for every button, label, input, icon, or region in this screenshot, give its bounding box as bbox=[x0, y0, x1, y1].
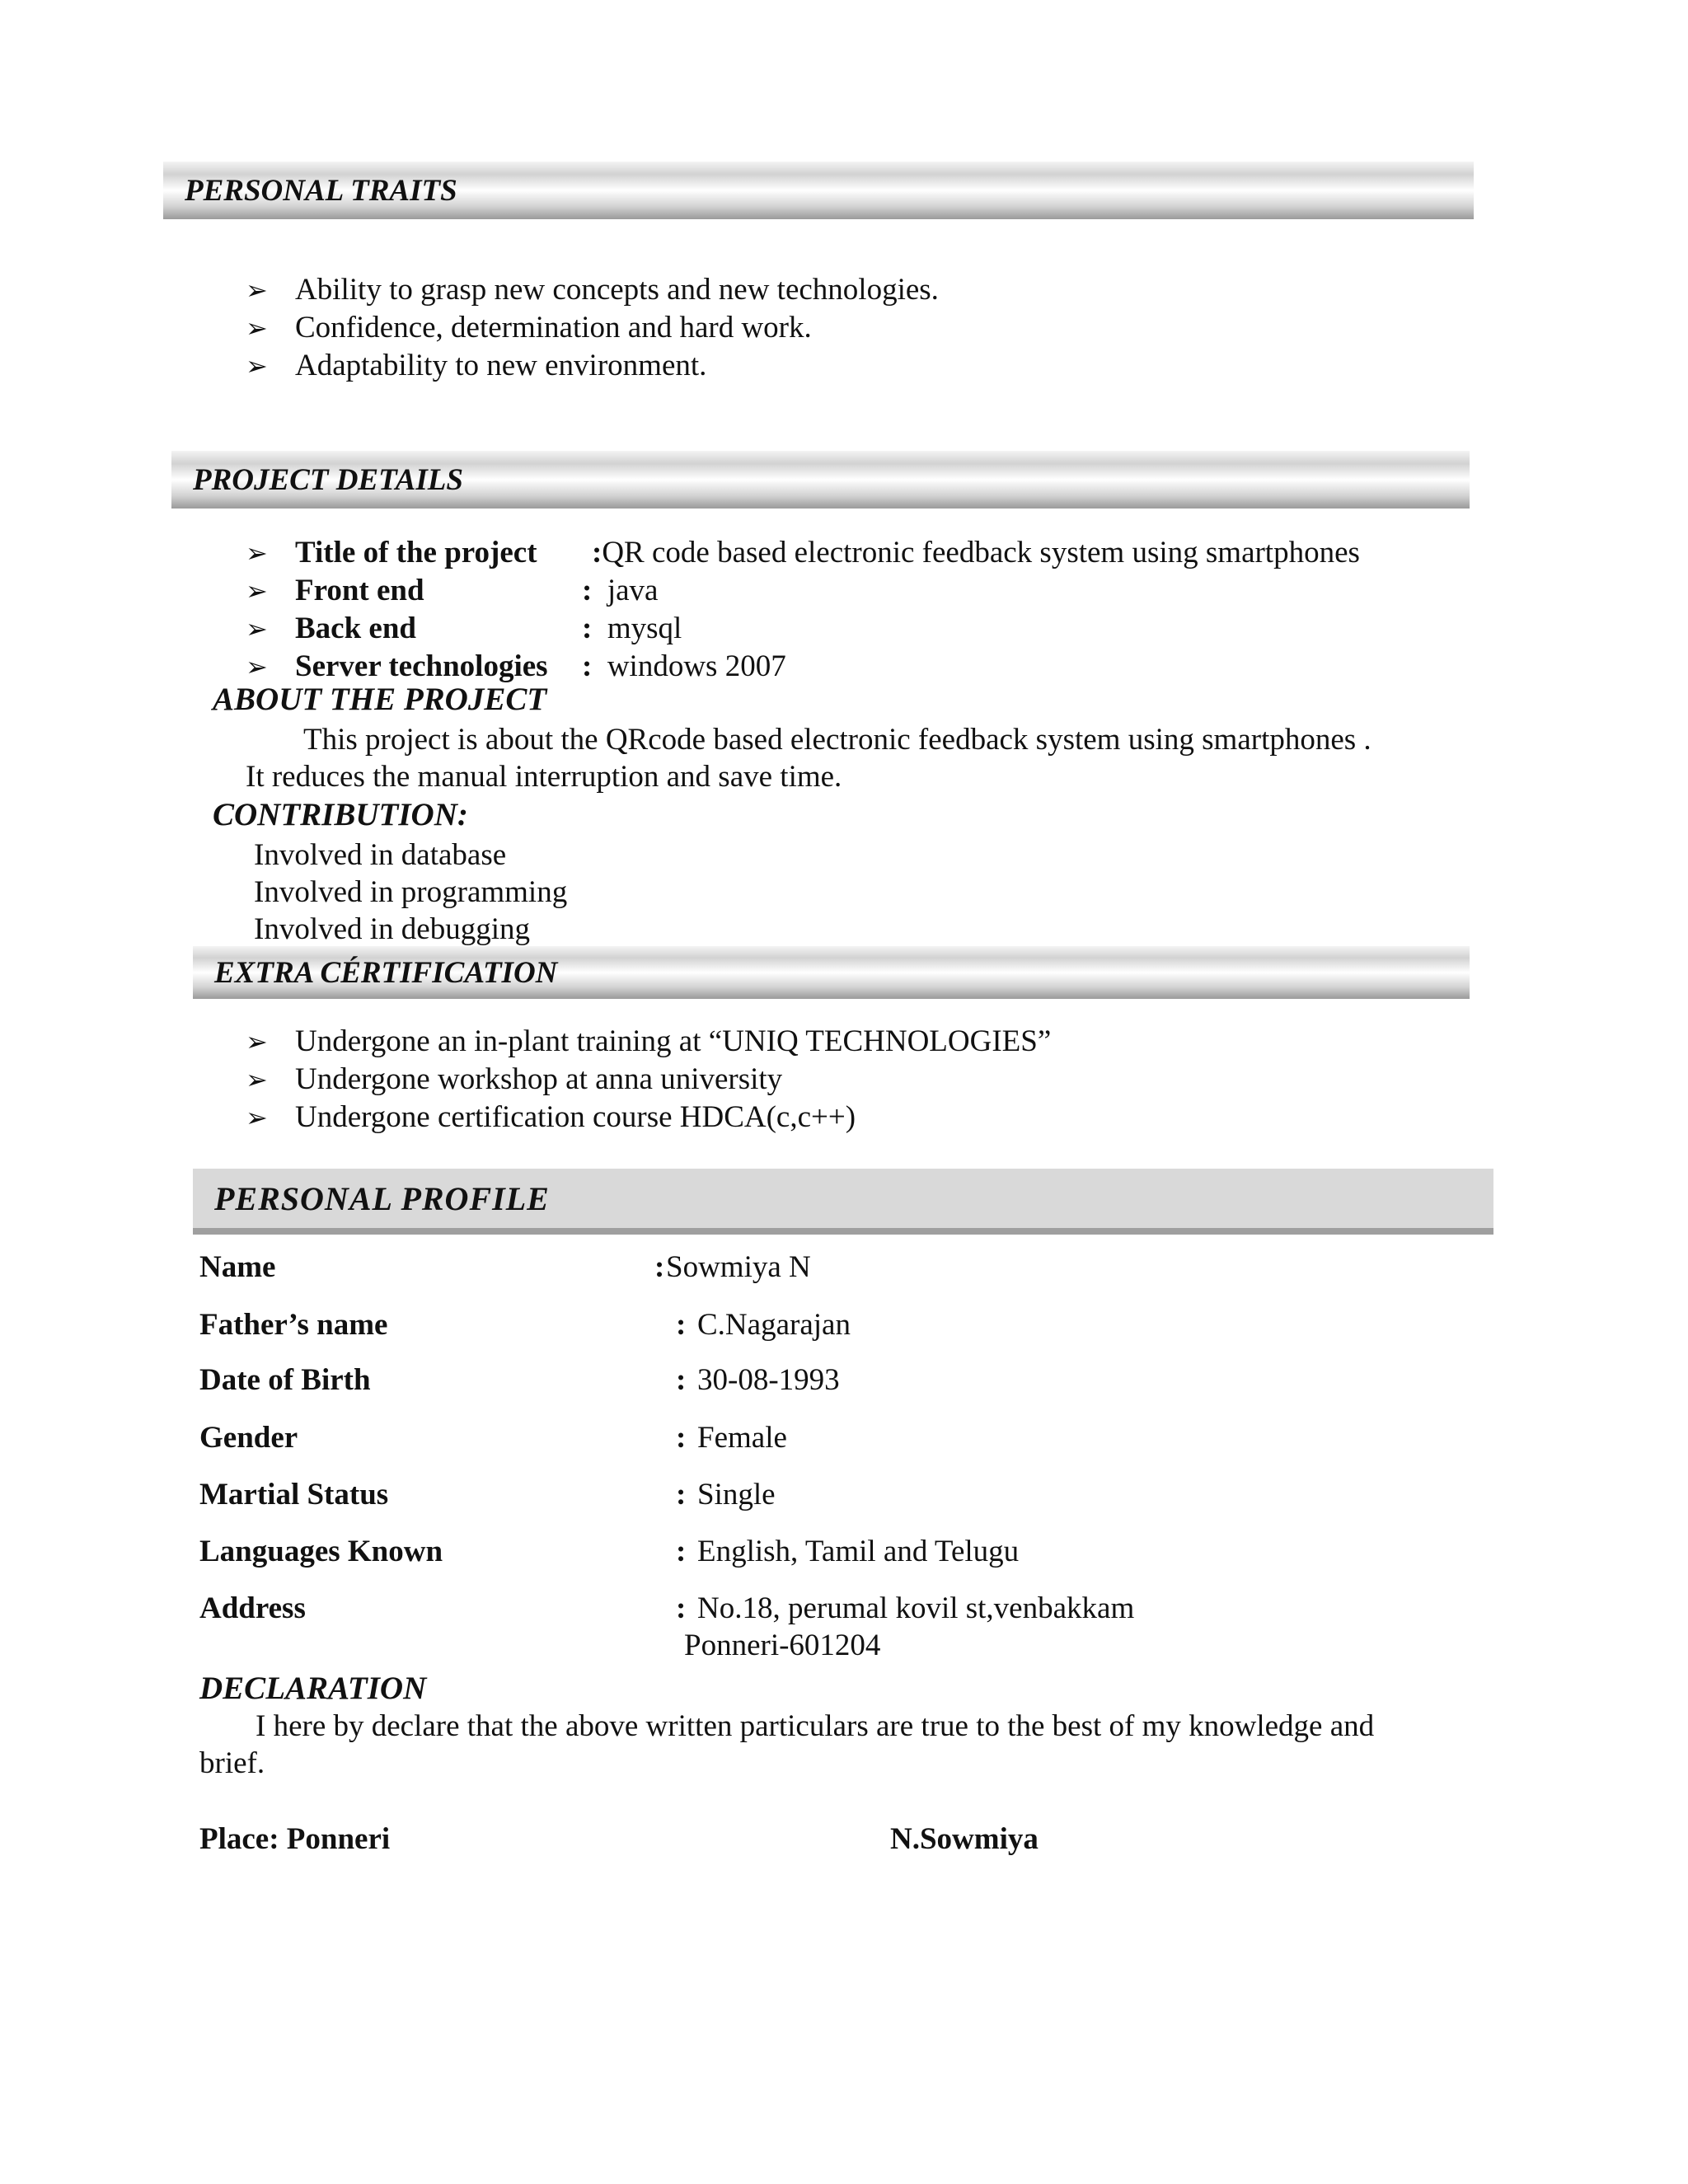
list-item: ➢ Back end : mysql bbox=[246, 610, 1360, 648]
extra-certification-list bbox=[246, 1023, 1051, 1137]
list-item: ➢ Confidence, determination and hard work. bbox=[246, 309, 939, 347]
list-item: ➢ Undergone certification course HDCA(c,c++) bbox=[246, 1099, 1051, 1137]
arrow-bullet-icon: ➢ bbox=[246, 537, 268, 569]
list-item: ➢ Title of the project :QR code based electronic feedback system using smartphones bbox=[246, 534, 1360, 572]
arrow-bullet-icon: ➢ bbox=[246, 1102, 268, 1133]
section-title: PROJECT DETAILS bbox=[193, 462, 463, 497]
signature-name: N.Sowmiya bbox=[890, 1822, 1039, 1856]
project-details-list bbox=[246, 534, 1360, 686]
list-item: ➢ Undergone workshop at anna university bbox=[246, 1061, 1051, 1099]
profile-row-name: Name : Sowmiya N bbox=[199, 1250, 811, 1284]
declaration-text-line2: brief. bbox=[199, 1746, 265, 1780]
section-title: EXTRA CÉRTIFICATION bbox=[214, 955, 558, 990]
list-item: ➢ Undergone an in-plant training at “UNIQ TECHNOLOGIES” bbox=[246, 1023, 1051, 1061]
section-title: PERSONAL PROFILE bbox=[214, 1179, 550, 1217]
declaration-text-line1: I here by declare that the above written particulars are true to the best of my knowledge and bbox=[256, 1709, 1375, 1743]
project-details-header bbox=[171, 451, 1470, 509]
contribution-item: Involved in database bbox=[254, 838, 507, 872]
list-item: ➢ Server technologies : windows 2007 bbox=[246, 648, 1360, 686]
contribution-item: Involved in debugging bbox=[254, 912, 531, 946]
list-item: ➢ Front end : java bbox=[246, 572, 1360, 610]
about-project-text-line1: This project is about the QRcode based electronic feedback system using smartphones . bbox=[303, 723, 1372, 757]
arrow-bullet-icon: ➢ bbox=[246, 1064, 268, 1095]
list-item: ➢ Adaptability to new environment. bbox=[246, 347, 939, 385]
section-title: PERSONAL TRAITS bbox=[185, 173, 457, 208]
extra-certification-header bbox=[193, 946, 1470, 999]
list-item: ➢ Ability to grasp new concepts and new technologies. bbox=[246, 271, 939, 309]
arrow-bullet-icon: ➢ bbox=[246, 312, 268, 344]
arrow-bullet-icon: ➢ bbox=[246, 575, 268, 607]
profile-row-address: Address : No.18, perumal kovil st,venbakkam bbox=[199, 1591, 1135, 1625]
profile-row-father-name: Father’s name : C.Nagarajan bbox=[199, 1308, 851, 1342]
address-line2: Ponneri-601204 bbox=[684, 1629, 881, 1662]
about-project-heading: ABOUT THE PROJECT bbox=[213, 682, 547, 717]
arrow-bullet-icon: ➢ bbox=[246, 651, 268, 682]
contribution-item: Involved in programming bbox=[254, 875, 568, 909]
arrow-bullet-icon: ➢ bbox=[246, 274, 268, 306]
personal-traits-header bbox=[163, 162, 1474, 219]
personal-profile-header bbox=[193, 1169, 1493, 1235]
profile-row-date-of-birth: Date of Birth : 30-08-1993 bbox=[199, 1363, 840, 1397]
declaration-heading: DECLARATION bbox=[199, 1671, 427, 1706]
about-project-text-line2: It reduces the manual interruption and save time. bbox=[246, 760, 842, 794]
profile-row-gender: Gender : Female bbox=[199, 1421, 787, 1455]
profile-row-marital-status: Martial Status : Single bbox=[199, 1478, 776, 1511]
arrow-bullet-icon: ➢ bbox=[246, 613, 268, 644]
personal-traits-list bbox=[246, 271, 939, 385]
arrow-bullet-icon: ➢ bbox=[246, 1026, 268, 1057]
profile-row-languages: Languages Known : English, Tamil and Telugu bbox=[199, 1535, 1020, 1568]
arrow-bullet-icon: ➢ bbox=[246, 350, 268, 382]
contribution-heading: CONTRIBUTION: bbox=[213, 797, 468, 832]
place-label: Place: Ponneri bbox=[199, 1822, 391, 1856]
